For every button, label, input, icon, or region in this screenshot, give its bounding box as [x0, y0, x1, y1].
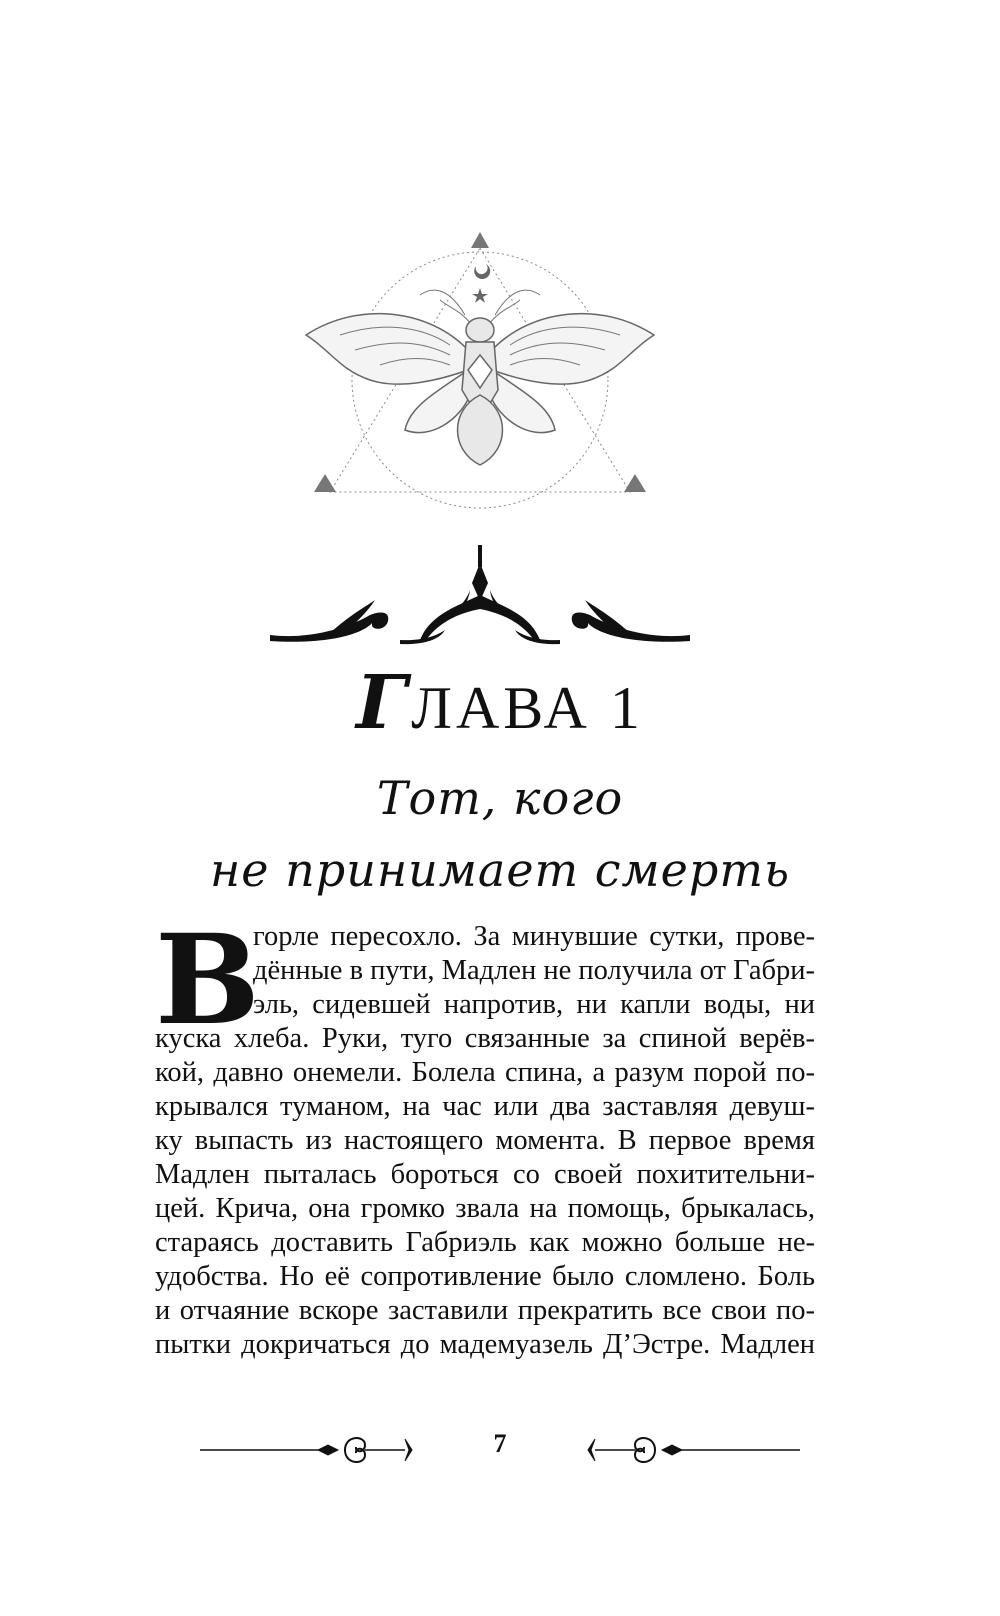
chapter-title-text: ЛАВА 1 [411, 675, 644, 741]
moth-emblem-illustration [300, 230, 660, 530]
body-line: крывался туманом, на час или два заставляя девуш- [155, 1091, 815, 1122]
chapter-heading [0, 660, 1000, 746]
chapter-initial: Г [356, 660, 412, 746]
chapter-subtitle-line1: Тот, кого [376, 771, 624, 825]
body-line: ку выпасть из настоящего момента. В первое время [155, 1125, 815, 1156]
body-line: и отчаяние вскоре заставили прекратить все свои по- [155, 1295, 815, 1326]
body-line: стараясь доставить Габриэль как можно больше не- [155, 1227, 815, 1258]
body-line: удобства. Но её сопротивление было сломлено. Боль [155, 1261, 815, 1292]
body-line: эль, сидевшей напротив, ни капли воды, ни [253, 989, 815, 1020]
page-number: 7 [493, 1429, 507, 1458]
body-line: дённые в пути, Мадлен не получила от Габри- [253, 955, 815, 986]
chapter-subtitle-line2: не принимает смерть [209, 843, 791, 897]
body-line: кой, давно онемели. Болела спина, а разум порой по- [155, 1057, 815, 1088]
body-line: горле пересохло. За минувшие сутки, прове- [253, 921, 815, 952]
body-line: Мадлен пыталась бороться со своей похитительни- [155, 1159, 815, 1190]
body-line: куска хлеба. Руки, туго связанные за спиной верёв- [155, 1023, 815, 1054]
drop-cap: В [155, 908, 260, 1053]
body-line: пытки докричаться до мадемуазель Д’Эстре. Мадлен [155, 1329, 815, 1360]
ornamental-divider [270, 545, 690, 655]
body-line: цей. Крича, она громко звала на помощь, брыкалась, [155, 1193, 815, 1224]
